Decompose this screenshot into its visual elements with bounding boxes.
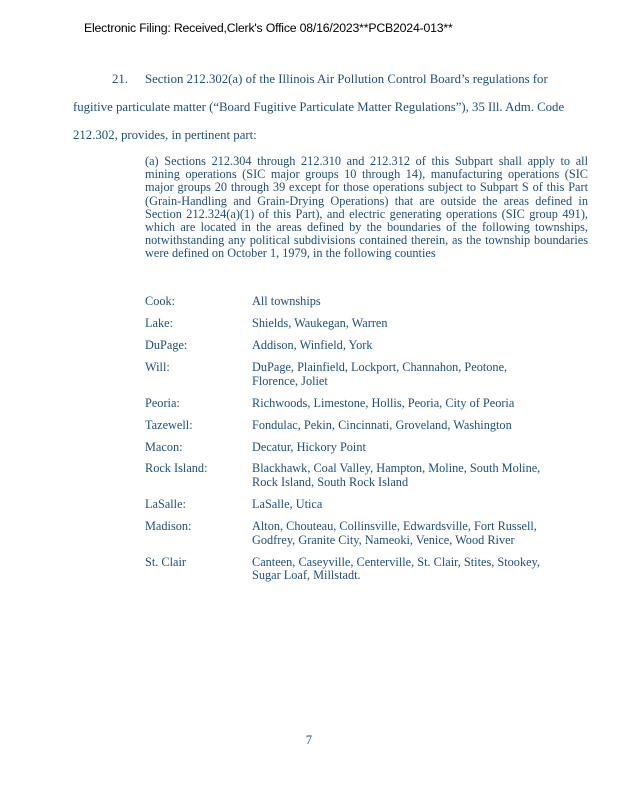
- county-row: [145, 361, 555, 388]
- county-row: [145, 462, 555, 489]
- county-row: [145, 339, 555, 353]
- township-line: Addison, Winfield, York: [252, 338, 373, 352]
- county-name: St. Clair: [145, 554, 186, 569]
- county-townships: [252, 462, 544, 489]
- township-line: Richwoods, Limestone, Hollis, Peoria, City of Peoria: [252, 396, 515, 410]
- township-line: Shields, Waukegan, Warren: [252, 316, 388, 330]
- county-row: [145, 295, 555, 309]
- county-name: LaSalle:: [145, 497, 186, 512]
- township-line: Sugar Loaf, Millstadt.: [252, 568, 361, 583]
- filing-header: Electronic Filing: Received,Clerk's Office 08/16/2023**PCB2024-013**: [84, 21, 453, 35]
- county-row: [145, 520, 555, 547]
- page-number: 7: [305, 733, 313, 747]
- township-line: Alton, Chouteau, Collinsville, Edwardsville, Fort Russell,: [252, 520, 537, 534]
- county-townships: [252, 520, 544, 547]
- paragraph-line-3: 212.302, provides, in pertinent part:: [73, 128, 257, 142]
- township-line: All townships: [252, 295, 321, 308]
- paragraph-number: 21.: [112, 72, 128, 86]
- county-row: [145, 397, 555, 411]
- county-townships: [252, 498, 544, 512]
- county-townships: [252, 361, 544, 388]
- county-row: [145, 419, 555, 433]
- county-name: DuPage:: [145, 337, 188, 352]
- county-row: [145, 498, 555, 512]
- county-name: Tazewell:: [145, 417, 193, 432]
- county-name: Lake:: [145, 315, 173, 330]
- county-townships: [252, 295, 544, 309]
- county-list: [145, 295, 555, 591]
- county-townships: [252, 317, 544, 331]
- county-name: Peoria:: [145, 395, 180, 410]
- township-line: LaSalle, Utica: [252, 498, 323, 512]
- paragraph-line-2: fugitive particulate matter (“Board Fugitive Particulate Matter Regulations”), 35 Ill. Adm. Code: [73, 100, 565, 114]
- county-name: Will:: [145, 359, 170, 374]
- township-line: Blackhawk, Coal Valley, Hampton, Moline, South Moline,: [252, 462, 541, 476]
- county-townships: [252, 556, 544, 583]
- county-name: Macon:: [145, 439, 183, 454]
- county-townships: [252, 419, 544, 433]
- township-line: Florence, Joliet: [252, 373, 328, 388]
- township-line: Canteen, Caseyville, Centerville, St. Clair, Stites, Stookey,: [252, 555, 540, 569]
- county-name: Rock Island:: [145, 461, 208, 476]
- township-line: Rock Island, South Rock Island: [252, 475, 409, 490]
- county-row: [145, 556, 555, 583]
- township-line: Decatur, Hickory Point: [252, 440, 366, 454]
- township-line: DuPage, Plainfield, Lockport, Channahon, Peotone,: [252, 360, 508, 374]
- township-line: Fondulac, Pekin, Cincinnati, Groveland, Washington: [252, 418, 512, 432]
- county-townships: [252, 397, 544, 411]
- county-row: [145, 317, 555, 331]
- county-townships: [252, 441, 544, 455]
- county-name: Madison:: [145, 519, 192, 534]
- paragraph-line-1: Section 212.302(a) of the Illinois Air Pollution Control Board’s regulations for: [145, 72, 548, 86]
- county-row: [145, 441, 555, 455]
- quoted-regulation: (a) Sections 212.304 through 212.310 and 212.312 of this Subpart shall apply to all mining operations (SIC major groups 10 through 14), manufacturing operations (SIC major groups 20 through 39 except for those operations subject to Subpart S of this Part (Grain-Handling and Grain-Drying Operations) that are outside the areas defined in Section 212.324(a)(1) of this Part), and electric generating operations (SIC group 491), which are located in the areas defined by the boundaries of the following townships, notwithstanding any political subdivisions contained therein, as the township boundaries were defined on October 1, 1979, in the following counties: [145, 154, 588, 261]
- county-townships: [252, 339, 544, 353]
- county-name: Cook:: [145, 295, 176, 308]
- township-line: Godfrey, Granite City, Nameoki, Venice, Wood River: [252, 532, 515, 547]
